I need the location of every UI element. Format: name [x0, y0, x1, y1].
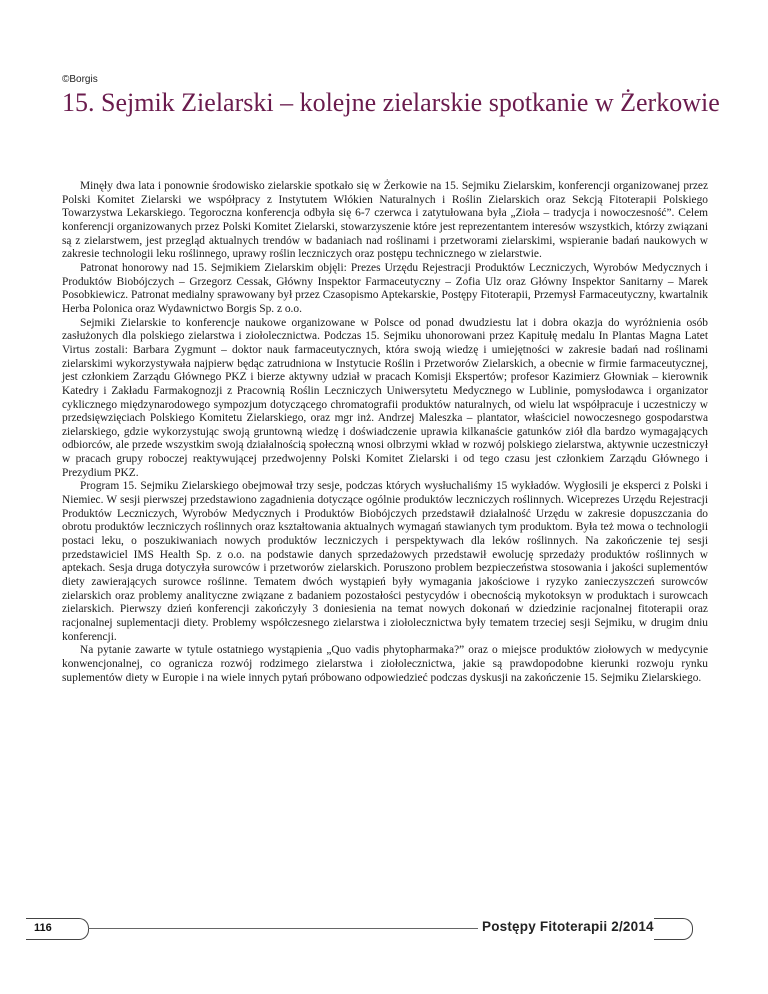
- page-number: 116: [34, 922, 52, 934]
- paragraph: Patronat honorowy nad 15. Sejmikiem Zielarskim objęli: Prezes Urzędu Rejestracji Produktów Leczniczych, Wyrobów Medycznych i Produktów Biobójczych – Grzegorz Cessak, Główny Inspektor Farmaceutyczny – Zofia Ulz oraz Główny Inspektor Sanitarny – Marek Posobkiewicz. Patronat medialny sprawowany był przez Czasopismo Aptekarskie, Postępy Fitoterapii, Przemysł Farmaceutyczny, kwartalnik Herba Polonica oraz Wydawnictwo Borgis Sp. z o.o.: [62, 261, 708, 315]
- article-title: 15. Sejmik Zielarski – kolejne zielarskie spotkanie w Żerkowie: [62, 88, 720, 117]
- journal-name: Postępy Fitoterapii 2/2014: [482, 919, 654, 934]
- paragraph: Sejmiki Zielarskie to konferencje naukowe organizowane w Polsce od ponad dwudziestu lat i dobra okazja do wyróżnienia osób zasłużonych dla polskiego zielarstwa i ziołolecznictwa. Podczas 15. Sejmiku uhonorowani przez Kapitułę medalu In Plantas Magna Latet Virtus zostali: Barbara Zygmunt – doktor nauk farmaceutycznych, która swoją wiedzę i umiejętności w zakresie badań nad roślinami zielarskimi wykorzystywała najpierw będąc zatrudniona w Instytucie Roślin i Przetworów Zielarskich, a obecnie w firmie farmaceutycznej, jest członkiem Zarządu Głównego PKZ i bierze aktywny udział w pracach Komisji Ekspertów; profesor Kazimierz Głowniak – kierownik Katedry i Zakładu Farmakognozji z Pracownią Roślin Leczniczych Uniwersytetu Medycznego w Lublinie, pomysłodawca i organizator cyklicznego międzynarodowego sympozjum dotyczącego chromatografii produktów naturalnych, od wielu lat współpracuje i uczestniczy w przedsięwzięciach Polskiego Komitetu Zielarskiego, oraz mgr inż. Andrzej Maleszka – plantator, właściciel nowoczesnego gospodarstwa zielarskiego, gdzie wykorzystując swoją gruntowną wiedzę i doświadczenie uprawia kilkanaście gatunków ziół dla bardzo wymagających odbiorców, ale przede wszystkim swoją działalnością społeczną wnosi olbrzymi wkład w rozwój polskiego zielarstwa, aktywnie uczestniczył w pracach grupy roboczej reaktywującej przedwojenny Polski Komitet Zielarski i od tego czasu jest członkiem Zarządu Głównego i Prezydium PKZ.: [62, 316, 708, 479]
- page-footer: [0, 918, 768, 940]
- copyright-notice: ©Borgis: [62, 74, 98, 85]
- footer-rule: [88, 928, 478, 929]
- paragraph: Na pytanie zawarte w tytule ostatniego wystąpienia „Quo vadis phytopharmaka?” oraz o miejsce produktów ziołowych w medycynie konwencjonalnej, co ogranicza rozwój rodzimego zielarstwa i ziołolecznictwa, jakie są prawdopodobne kierunki rozwoju rynku suplementów diety w Europie i na wiele innych pytań próbowano odpowiedzieć podczas dyskusji na zakończenie 15. Sejmiku Zielarskiego.: [62, 644, 708, 684]
- paragraph: Program 15. Sejmiku Zielarskiego obejmował trzy sesje, podczas których wysłuchaliśmy 15 wykładów. Wygłosili je eksperci z Polski i Niemiec. W sesji pierwszej przedstawiono zagadnienia dotyczące ogólnie produktów leczniczych roślinnych. Wiceprezes Urzędu Rejestracji Produktów Leczniczych, Wyrobów Medycznych i Produktów Biobójczych przedstawił działalność Urzędu w zakresie dopuszczania do obrotu produktów leczniczych roślinnych oraz kształtowania aktualnych wymagań stawianych tym produktom. Była też mowa o technologii postaci leku, o poszukiwaniach nowych produktów leczniczych i perspektywach dla leków roślinnych. Na zakończenie tej sesji przedstawiciel IMS Health Sp. z o.o. na podstawie danych sprzedażowych przedstawił ewolucję sprzedaży produktów roślinnych w aptekach. Sesja druga dotyczyła surowców i przetworów zielarskich. Poruszono problem bezpieczeństwa stosowania i jakości suplementów diety zawierających surowce roślinne. Tematem dwóch wystąpień były wymagania jakościowe i ryzyko zanieczyszczeń surowców zielarskich oraz problemy analityczne związane z badaniem pozostałości pestycydów i obecnością mykotoksyn w produktach i surowcach zielarskich. Pierwszy dzień konferencji zakończyły 3 doniesienia na temat nowych dokonań w dziedzinie racjonalnej fitoterapii oraz racjonalnej suplementacji diety. Problemy współczesnego zielarstwa i ziołolecznictwa były tematem trzeciej sesji Sejmiku, w drugim dniu konferencji.: [62, 480, 708, 643]
- article-body: [62, 180, 708, 685]
- journal-tab: [654, 918, 693, 940]
- paragraph: Minęły dwa lata i ponownie środowisko zielarskie spotkało się w Żerkowie na 15. Sejmiku Zielarskim, konferencji organizowanej przez Polski Komitet Zielarski we współpracy z Instytutem Włókien Naturalnych i Roślin Zielarskich oraz Sekcją Fitoterapii Polskiego Towarzystwa Lekarskiego. Tegoroczna konferencja odbyła się 6-7 czerwca i zatytułowana była „Zioła – tradycja i nowoczesność”. Celem konferencji organizowanych przez Polski Komitet Zielarski, stowarzyszenie które jest reprezentantem interesów wszystkich, którzy związani są z zielarstwem, jest przegląd aktualnych trendów w badaniach nad roślinami i przetworami zielarskimi, wspieranie badań naukowych w zakresie technologii leku roślinnego, uprawy roślin leczniczych oraz postępu technicznego w zielarstwie.: [62, 180, 708, 261]
